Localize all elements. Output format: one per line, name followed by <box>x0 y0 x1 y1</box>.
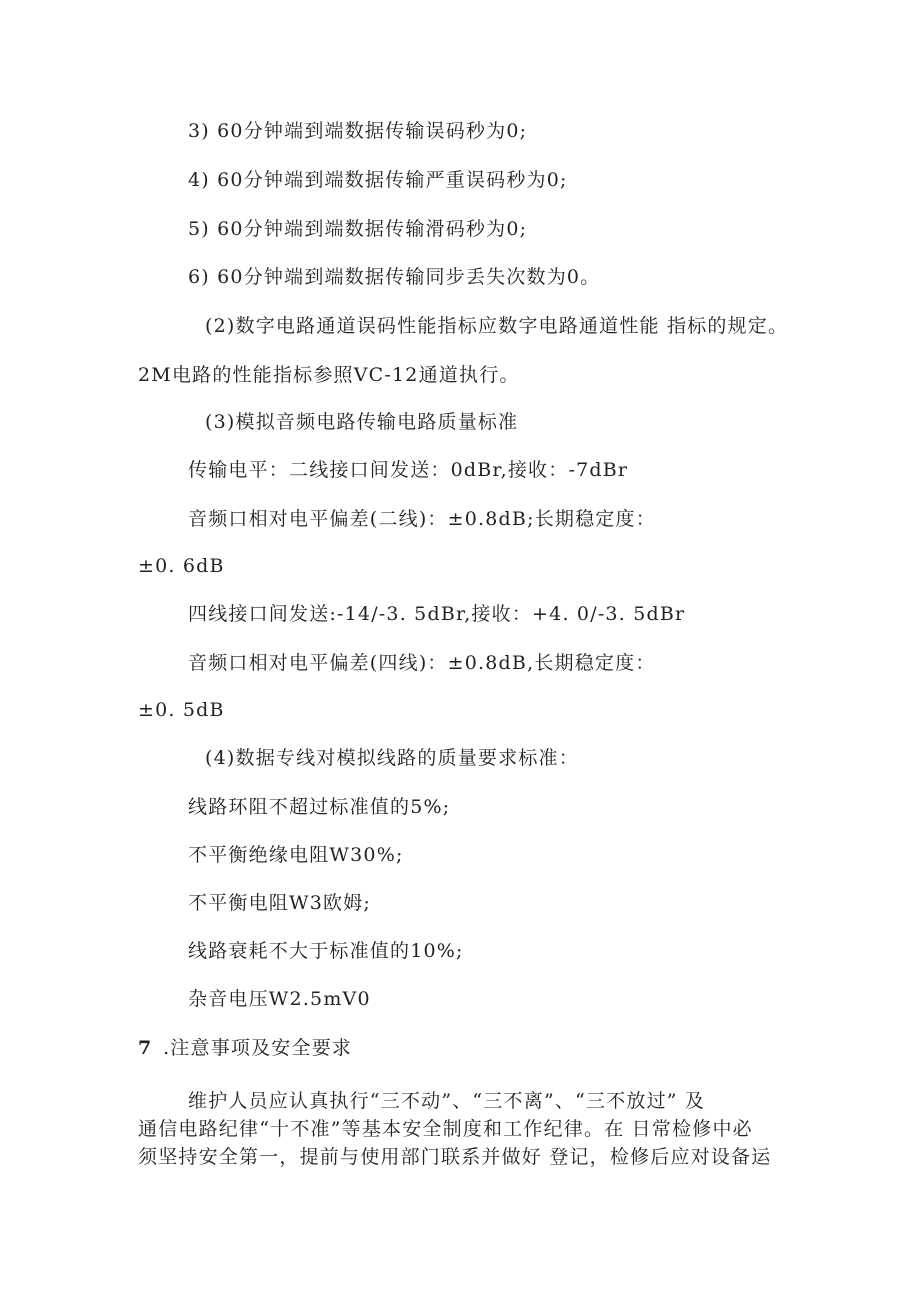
section4-heading: (4)数据专线对模拟线路的质量要求标准： <box>205 747 579 769</box>
section7-number: 7 <box>138 1037 156 1059</box>
list-item: 线路环阻不超过标准值的5%; <box>188 796 451 818</box>
list-item: 杂音电压W2.5mV0 <box>188 988 371 1010</box>
transmission-level: 传输电平：二线接口间发送：0dBr,接收：-7dBr <box>188 459 629 481</box>
section7-title: .注意事项及安全要求 <box>163 1037 353 1059</box>
section7-paragraph <box>138 1087 838 1171</box>
section7-heading <box>138 1035 352 1061</box>
list-item: 5) 60分钟端到端数据传输滑码秒为0; <box>188 218 528 240</box>
four-wire-deviation: 音频口相对电平偏差(四线)：±0.8dB,长期稳定度： <box>188 652 656 674</box>
list-item: 线路衰耗不大于标准值的10%; <box>188 940 464 962</box>
paragraph-line: 通信电路纪律“十不准”等基本安全制度和工作纪律。在 日常检修中必 <box>138 1118 753 1140</box>
section3-heading: (3)模拟音频电路传输电路质量标准 <box>205 411 519 433</box>
list-item: 6) 60分钟端到端数据传输同步丢失次数为0。 <box>188 266 601 288</box>
list-item: 3) 60分钟端到端数据传输误码秒为0; <box>188 120 528 142</box>
four-wire-stability: ±0. 5dB <box>138 699 225 721</box>
two-wire-stability: ±0. 6dB <box>138 555 225 577</box>
list-item: 不平衡绝缘电阻W30%; <box>188 844 404 866</box>
list-item: 4) 60分钟端到端数据传输严重误码秒为0; <box>188 169 568 191</box>
section2-line2: 2M电路的性能指标参照VC-12通道执行。 <box>138 364 520 386</box>
paragraph-line: 维护人员应认真执行“三不动”、“三不离”、“三不放过” 及 <box>188 1090 706 1112</box>
four-wire-interface: 四线接口间发送:-14/-3. 5dBr,接收：+4. 0/-3. 5dBr <box>188 603 686 625</box>
two-wire-deviation: 音频口相对电平偏差(二线)：±0.8dB;长期稳定度： <box>188 508 656 530</box>
list-item: 不平衡电阻W3欧姆; <box>188 892 372 914</box>
paragraph-line: 须坚持安全第一，提前与使用部门联系并做好 登记，检修后应对设备运 <box>138 1146 772 1168</box>
section2-line1: (2)数字电路通道误码性能指标应数字电路通道性能 指标的规定。 <box>205 315 789 337</box>
